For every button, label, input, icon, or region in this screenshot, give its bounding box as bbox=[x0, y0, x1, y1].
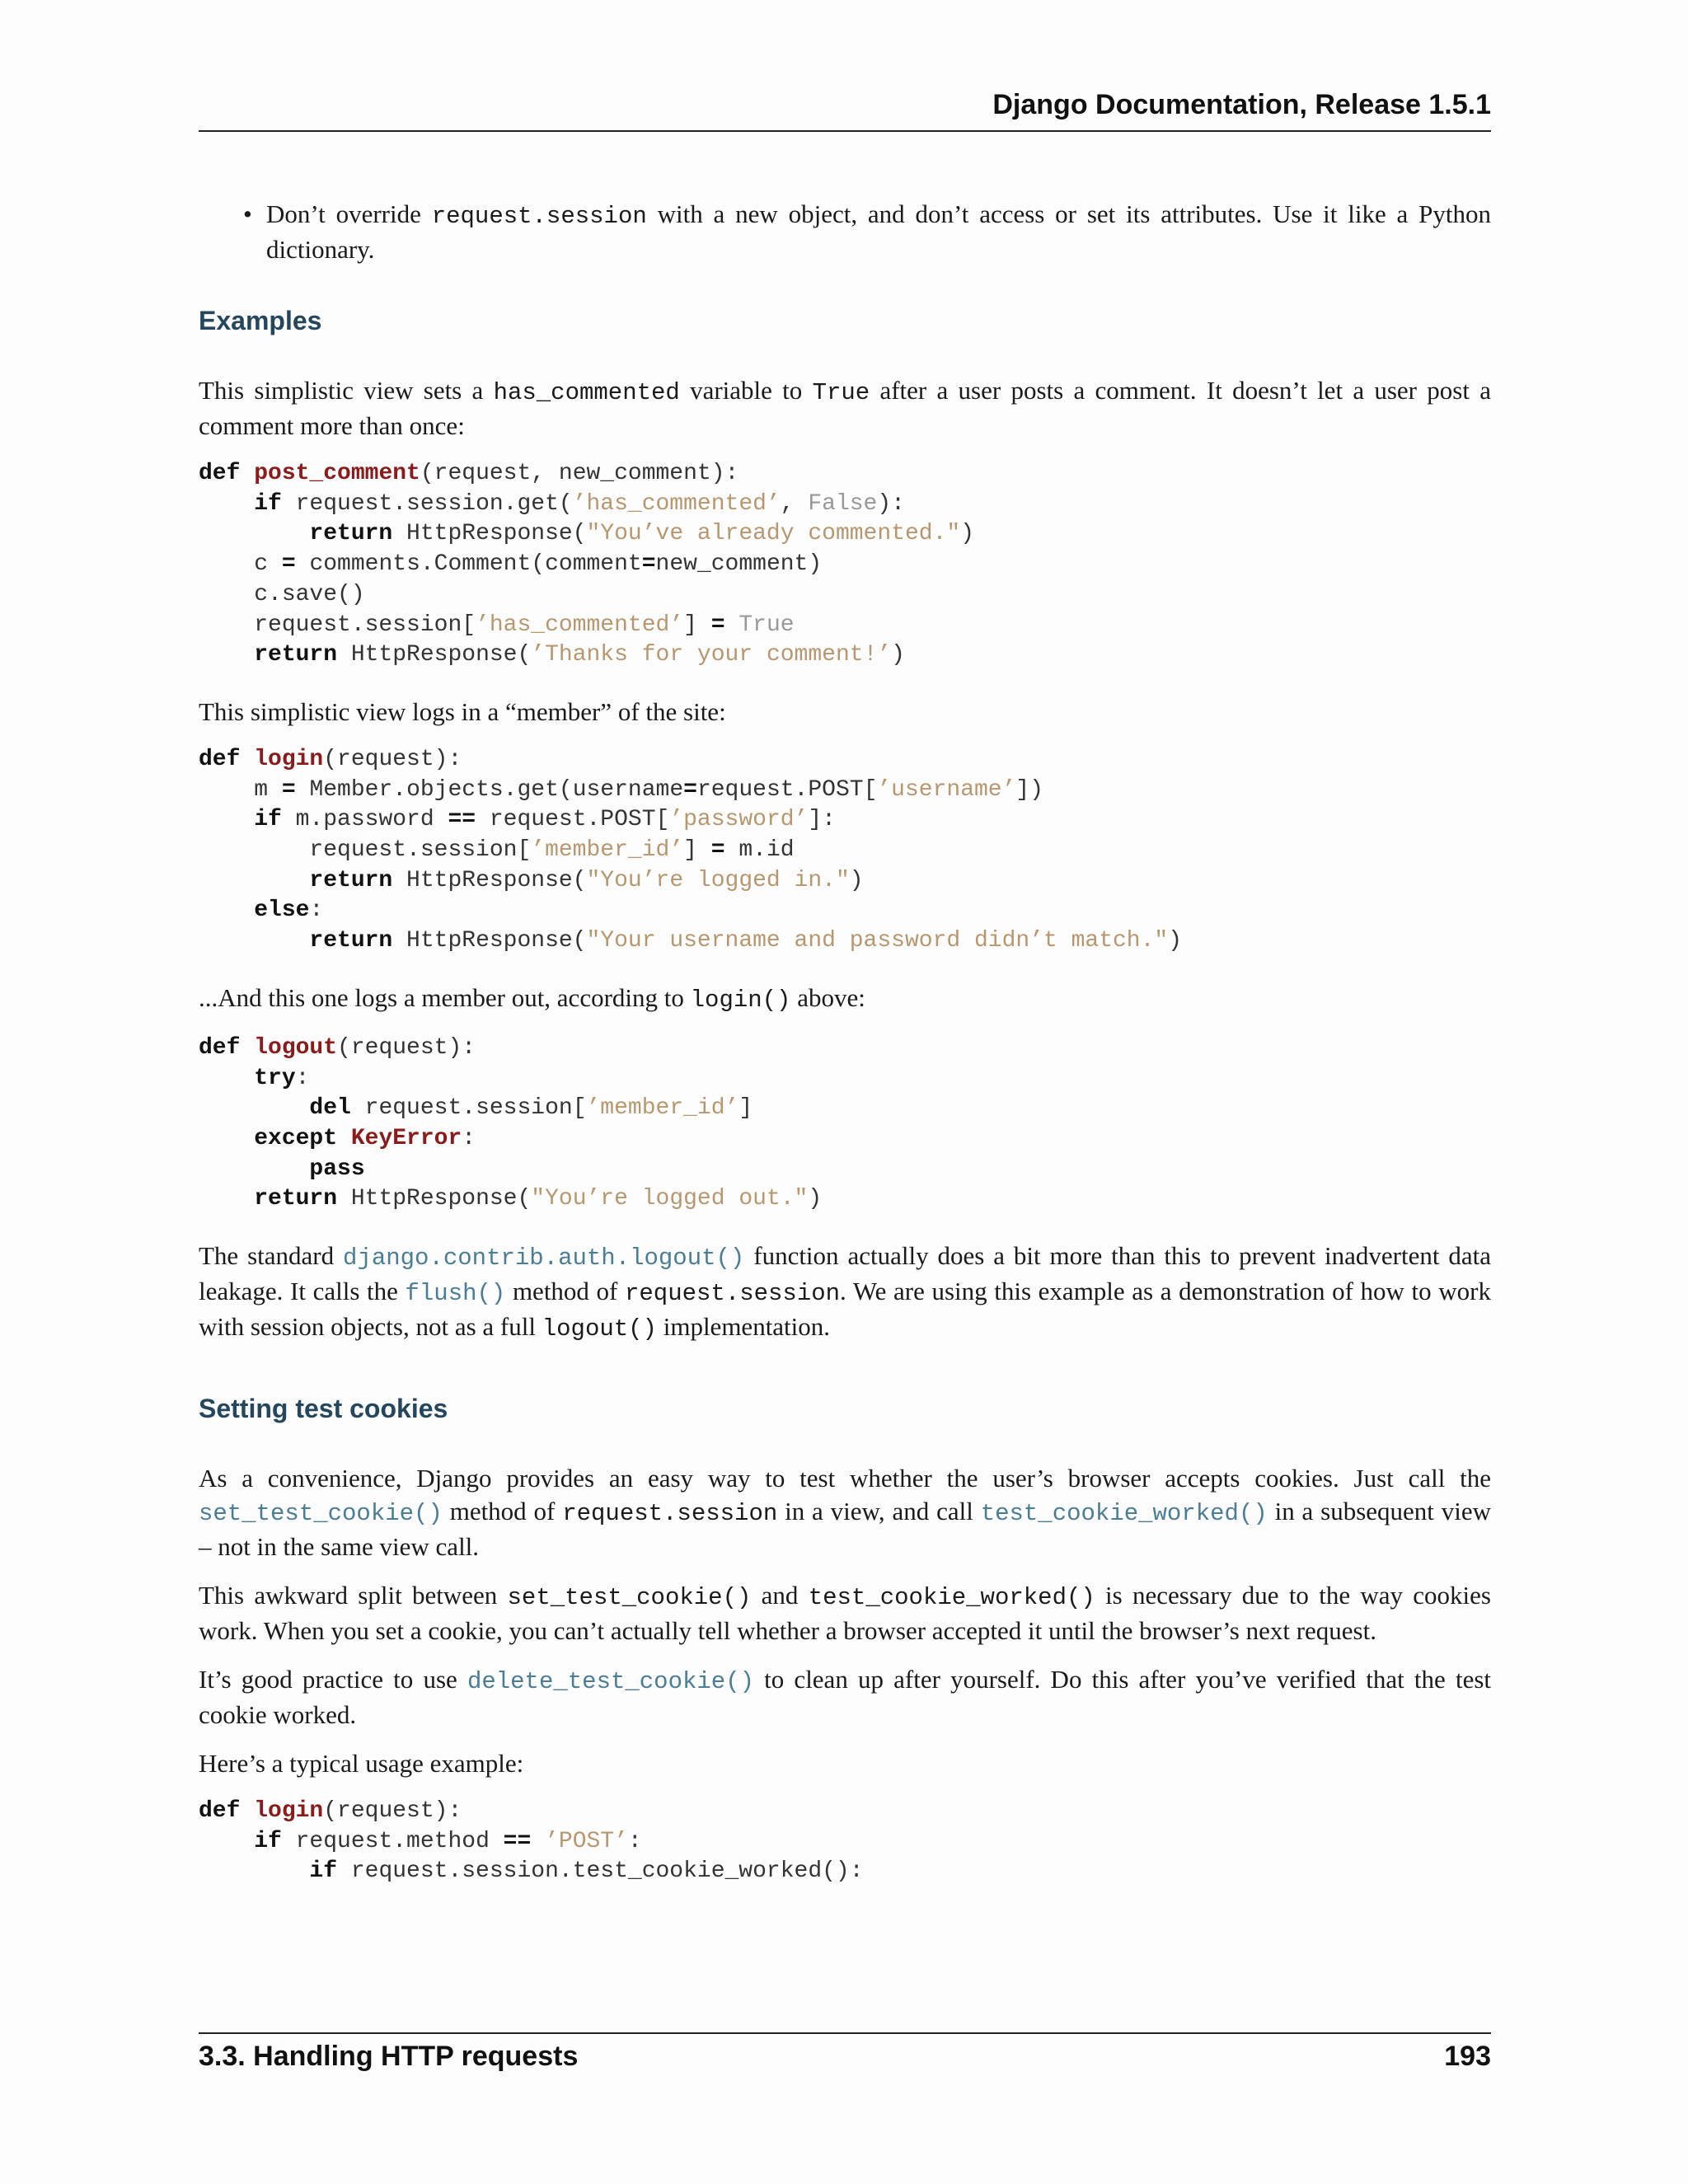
code-token bbox=[199, 1186, 254, 1212]
examples-heading: Examples bbox=[199, 306, 322, 335]
code-token: HttpResponse( bbox=[337, 642, 532, 668]
code-token: == bbox=[503, 1828, 532, 1854]
list-item: • Don’t override request.session with a new object, and don’t access or set its attributes. Use it like a Python dictionary. bbox=[266, 198, 1491, 266]
code-line bbox=[199, 1126, 476, 1151]
code-line bbox=[199, 612, 795, 638]
code-token: = bbox=[281, 776, 296, 803]
set-test-cookie-link[interactable]: set_test_cookie() bbox=[199, 1500, 443, 1528]
bullet-list bbox=[199, 198, 1491, 266]
code-block bbox=[199, 459, 1491, 671]
code-token: "You’re logged in." bbox=[586, 867, 850, 893]
code-line bbox=[199, 747, 462, 772]
code-token: = bbox=[281, 551, 296, 578]
code-token: return bbox=[309, 521, 393, 547]
code-token: HttpResponse( bbox=[392, 928, 587, 954]
code-token: request.session.get( bbox=[281, 490, 573, 517]
code-token bbox=[199, 491, 254, 517]
code-token: new_comment) bbox=[655, 551, 823, 578]
code-token: HttpResponse( bbox=[392, 867, 587, 893]
code-token: ] bbox=[683, 612, 711, 638]
code-token: ]: bbox=[808, 807, 836, 833]
code-token: if bbox=[254, 1828, 282, 1854]
footer-section-title: 3.3. Handling HTTP requests bbox=[199, 2041, 579, 2072]
code-token: m bbox=[199, 776, 282, 803]
code-token bbox=[199, 1095, 309, 1121]
code-line bbox=[199, 1798, 462, 1824]
code-token: (request): bbox=[323, 1798, 462, 1825]
code-token: ] bbox=[683, 837, 711, 864]
code-token: if bbox=[309, 1858, 338, 1885]
code-token: comments.Comment(comment bbox=[295, 551, 642, 578]
code-token: , bbox=[780, 490, 809, 517]
code-token: : bbox=[295, 1065, 310, 1091]
code-token: request.POST[ bbox=[696, 776, 878, 803]
code-token: == bbox=[448, 807, 476, 833]
code-token: return bbox=[254, 642, 338, 668]
code-token: ’username’ bbox=[877, 776, 1016, 803]
code-line bbox=[199, 807, 836, 832]
footer-rule bbox=[199, 2032, 1491, 2034]
code-line bbox=[199, 898, 323, 923]
code-token: True bbox=[738, 612, 795, 638]
code-token: = bbox=[710, 837, 725, 864]
code-token: False bbox=[808, 490, 878, 517]
code-token: def bbox=[199, 1798, 255, 1825]
paragraph: This awkward split between set_test_cookie() and test_cookie_worked() is necessary due to the way cookies work. When you set a cookie, you can’t actually tell whether a browser accepted it until the browser’s next request. bbox=[199, 1581, 1491, 1646]
code-token bbox=[199, 642, 254, 668]
code-token: Member.objects.get(username bbox=[295, 776, 684, 803]
code-token: HttpResponse( bbox=[337, 1186, 532, 1212]
code-token: ’member_id’ bbox=[586, 1095, 739, 1122]
code-token: request.session[ bbox=[199, 837, 532, 864]
running-header: Django Documentation, Release 1.5.1 bbox=[992, 89, 1491, 120]
code-line bbox=[199, 1186, 822, 1212]
code-token: def bbox=[199, 746, 255, 772]
code-token: ) bbox=[808, 1186, 823, 1212]
code-token: : bbox=[462, 1125, 476, 1151]
code-line bbox=[199, 642, 905, 668]
code-token: del bbox=[309, 1095, 351, 1122]
code-token: ) bbox=[849, 867, 864, 893]
code-line bbox=[199, 1095, 753, 1121]
code-token: ’member_id’ bbox=[531, 837, 684, 864]
page-content bbox=[199, 198, 1491, 1887]
delete-test-cookie-link[interactable]: delete_test_cookie() bbox=[467, 1668, 754, 1696]
header-rule bbox=[199, 130, 1491, 132]
paragraph: As a convenience, Django provides an easy way to test whether the user’s browser accepts cookies. Just call the set_test_cookie() method of request.session in a view, and call test_cookie_worked() in a subsequent view – not in the same view call. bbox=[199, 1464, 1492, 1562]
code-token: if bbox=[254, 490, 282, 517]
code-line bbox=[199, 491, 905, 517]
code-token: return bbox=[254, 1186, 338, 1212]
code-block bbox=[199, 1033, 1491, 1215]
code-token: : bbox=[309, 898, 324, 924]
code-token: return bbox=[309, 867, 393, 893]
code-line bbox=[199, 1035, 476, 1061]
code-token bbox=[199, 1156, 309, 1182]
paragraph: ...And this one logs a member out, according to login() above: bbox=[199, 982, 865, 1014]
code-token: ) bbox=[960, 521, 974, 547]
code-token: ’password’ bbox=[669, 807, 809, 833]
code-token: = bbox=[683, 776, 697, 803]
test-cookie-worked-link[interactable]: test_cookie_worked() bbox=[980, 1500, 1268, 1528]
code-token: if bbox=[254, 807, 282, 833]
code-token: = bbox=[641, 551, 656, 578]
code-token: request.POST[ bbox=[476, 807, 670, 833]
code-token: = bbox=[710, 612, 725, 638]
code-token: request.session[ bbox=[199, 612, 476, 638]
code-token bbox=[199, 521, 309, 546]
code-block bbox=[199, 1797, 1491, 1887]
code-token: def bbox=[199, 1034, 255, 1061]
code-token: def bbox=[199, 461, 255, 486]
paragraph: This simplistic view sets a has_commented variable to True after a user posts a comment. It doesn’t let a user post a comment more than once: bbox=[199, 376, 1491, 440]
code-token: "You’ve already commented." bbox=[586, 521, 961, 547]
code-token: ’has_commented’ bbox=[572, 490, 781, 517]
code-token: ’POST’ bbox=[545, 1828, 628, 1854]
code-token: request.session[ bbox=[350, 1095, 587, 1122]
code-token: ’Thanks for your comment!’ bbox=[531, 642, 892, 668]
code-token: ]) bbox=[1015, 776, 1044, 803]
code-token: (request, new_comment): bbox=[420, 461, 739, 486]
code-token bbox=[199, 1829, 254, 1854]
code-token bbox=[199, 868, 309, 893]
code-token bbox=[199, 1858, 309, 1884]
code-token: ): bbox=[877, 490, 905, 517]
code-line bbox=[199, 1156, 365, 1182]
code-token: except bbox=[254, 1125, 351, 1151]
running-footer bbox=[199, 2041, 1491, 2073]
logout-function-link[interactable]: django.contrib.auth.logout() bbox=[343, 1244, 745, 1272]
code-token bbox=[199, 1066, 254, 1091]
code-token: (request): bbox=[337, 1034, 476, 1061]
page-number: 193 bbox=[1444, 2041, 1491, 2072]
code-token bbox=[199, 898, 254, 923]
code-token: ) bbox=[1168, 928, 1183, 954]
paragraph: This simplistic view logs in a “member” of the site: bbox=[199, 696, 726, 726]
code-token: ) bbox=[891, 642, 905, 668]
test-cookies-heading: Setting test cookies bbox=[199, 1394, 448, 1424]
code-token: return bbox=[309, 928, 393, 954]
code-token: ’has_commented’ bbox=[476, 612, 684, 638]
code-line bbox=[199, 837, 795, 863]
code-line bbox=[199, 521, 974, 546]
code-token: m.password bbox=[281, 807, 448, 833]
code-token: post_comment bbox=[254, 461, 420, 486]
code-token: KeyError bbox=[350, 1125, 462, 1151]
code-line bbox=[199, 1858, 864, 1884]
code-line bbox=[199, 1829, 642, 1854]
code-line bbox=[199, 777, 1043, 803]
code-token: "You’re logged out." bbox=[531, 1186, 809, 1212]
code-token bbox=[199, 807, 254, 832]
code-token: "Your username and password didn’t match." bbox=[586, 928, 1169, 954]
code-token bbox=[531, 1829, 545, 1854]
code-token: (request): bbox=[323, 746, 462, 772]
code-token: login bbox=[254, 1798, 324, 1825]
paragraph: It’s good practice to use delete_test_cookie() to clean up after yourself. Do this after you’ve verified that the test cookie worked. bbox=[199, 1665, 1492, 1730]
code-token: try bbox=[254, 1065, 296, 1091]
code-token: c bbox=[199, 551, 282, 578]
code-token: pass bbox=[309, 1155, 365, 1182]
code-token: HttpResponse( bbox=[392, 521, 587, 547]
code-token bbox=[199, 1126, 254, 1151]
code-token bbox=[199, 928, 309, 954]
code-token: logout bbox=[254, 1034, 338, 1061]
code-token: request.method bbox=[281, 1828, 504, 1854]
code-token: ] bbox=[738, 1095, 753, 1122]
paragraph: Here’s a typical usage example: bbox=[199, 1749, 524, 1779]
code-token: c.save() bbox=[199, 581, 365, 607]
code-token: request.session.test_cookie_worked(): bbox=[337, 1858, 864, 1885]
paragraph: The standard django.contrib.auth.logout() function actually does a bit more than this to prevent inadvertent data leakage. It calls the flush() method of request.session. We are using this example as a demonstration of how to work with session objects, not as a full logout() implementation. bbox=[199, 1241, 1491, 1343]
code-line bbox=[199, 928, 1182, 954]
code-line bbox=[199, 461, 738, 486]
code-line bbox=[199, 551, 822, 577]
flush-method-link[interactable]: flush() bbox=[405, 1280, 506, 1308]
code-line bbox=[199, 1066, 309, 1091]
code-token: login bbox=[254, 746, 324, 772]
code-line bbox=[199, 868, 864, 893]
code-block bbox=[199, 745, 1491, 957]
code-token: m.id bbox=[724, 837, 795, 864]
code-line bbox=[199, 582, 365, 607]
code-token: : bbox=[627, 1828, 642, 1854]
code-token bbox=[725, 612, 739, 638]
code-token: else bbox=[254, 898, 310, 924]
